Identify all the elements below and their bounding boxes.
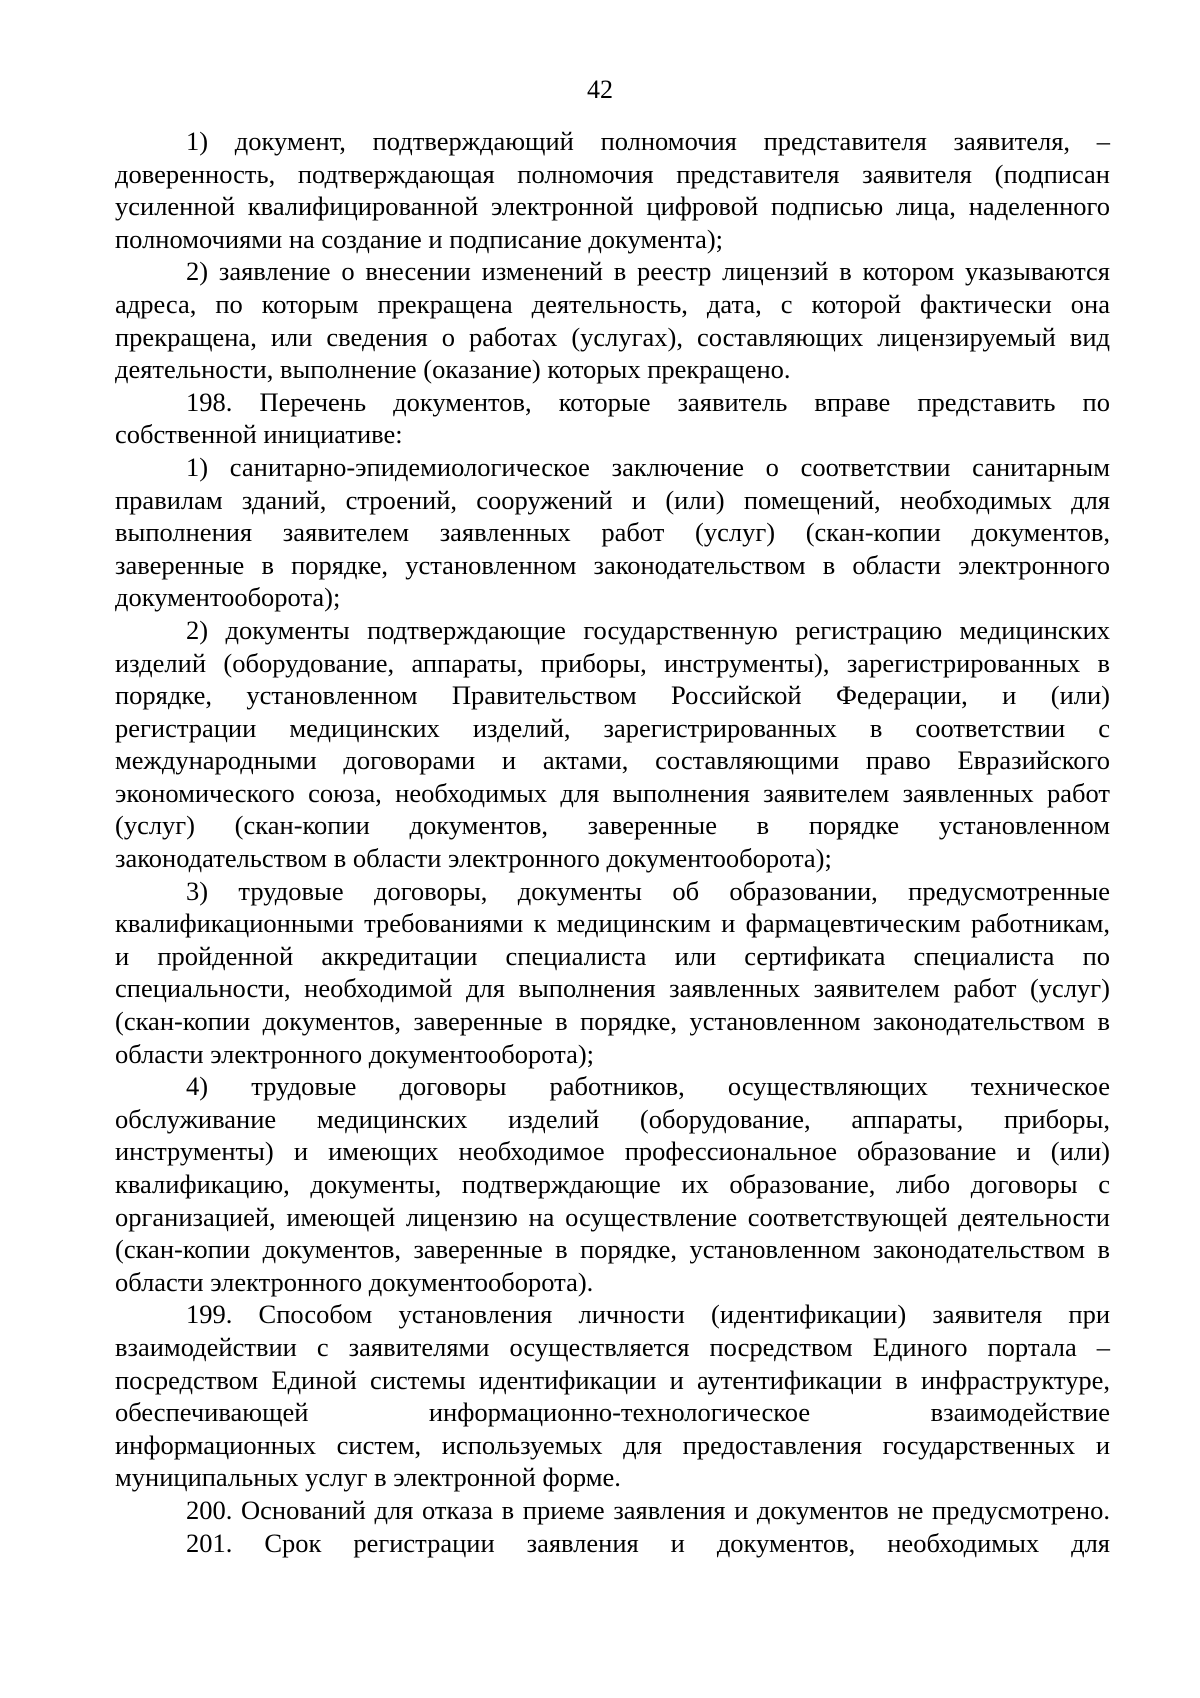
text-line: (скан-копии документов, заверенные в порядке, установленном законодательством в (115, 1006, 1110, 1037)
text-line: адреса, по которым прекращена деятельность, дата, с которой фактически она (115, 288, 1110, 319)
text-line: полномочиями на создание и подписание документа); (115, 223, 724, 254)
text-line: области электронного документооборота); (115, 1038, 595, 1069)
text-line: документооборота); (115, 582, 341, 613)
text-line: (скан-копии документов, заверенные в порядке, установленном законодательством в (115, 1234, 1110, 1265)
text-line: выполнения заявителем заявленных работ (услуг) (скан-копии документов, (115, 517, 1110, 548)
text-line: экономического союза, необходимых для выполнения заявителем заявленных работ (115, 777, 1110, 808)
text-line: законодательством в области электронного документооборота); (115, 843, 832, 874)
text-line: квалификационными требованиями к медицинским и фармацевтическим работникам, (115, 908, 1110, 939)
text-line: деятельности, выполнение (оказание) которых прекращено. (115, 354, 791, 385)
text-line: 2) документы подтверждающие государственную регистрацию медицинских (186, 614, 1110, 645)
text-line: и пройденной аккредитации специалиста или сертификата специалиста по (115, 940, 1110, 971)
text-line: информационных систем, используемых для предоставления государственных и (115, 1429, 1110, 1460)
text-line: 1) санитарно-эпидемиологическое заключение о соответствии санитарным (186, 451, 1110, 482)
text-line: 199. Способом установления личности (идентификации) заявителя при (186, 1299, 1110, 1330)
text-line: 3) трудовые договоры, документы об образовании, предусмотренные (186, 875, 1110, 906)
text-line: квалификацию, документы, подтверждающие их образование, либо договоры с (115, 1169, 1110, 1199)
text-line: взаимодействии с заявителями осуществляется посредством Единого портала – (115, 1331, 1110, 1362)
text-line: 1) документ, подтверждающий полномочия представителя заявителя, – (186, 126, 1110, 156)
document-body (115, 125, 1110, 1559)
text-line: прекращена, или сведения о работах (услугах), составляющих лицензируемый вид (115, 321, 1110, 352)
text-line: специальности, необходимой для выполнения заявленных заявителем работ (услуг) (115, 973, 1110, 1004)
text-line: 198. Перечень документов, которые заявитель вправе представить по (186, 386, 1110, 417)
text-line: области электронного документооборота). (115, 1266, 594, 1297)
text-line: посредством Единой системы идентификации и аутентификации в инфраструктуре, (115, 1364, 1110, 1395)
text-line: собственной инициативе: (115, 419, 403, 450)
text-line: обеспечивающей информационно-технологическое взаимодействие (115, 1397, 1110, 1428)
text-line: 2) заявление о внесении изменений в реестр лицензий в котором указываются (186, 256, 1110, 287)
text-line: изделий (оборудование, аппараты, приборы, инструменты), зарегистрированных в (115, 647, 1110, 678)
text-line: 4) трудовые договоры работников, осуществляющих техническое (186, 1071, 1110, 1102)
text-line: международными договорами и актами, составляющими право Евразийского (115, 745, 1110, 776)
text-line: (услуг) (скан-копии документов, заверенные в порядке установленном (115, 810, 1110, 841)
text-line: инструменты) и имеющих необходимое профессиональное образование и (или) (115, 1136, 1110, 1167)
text-line: усиленной квалифицированной электронной цифровой подписью лица, наделенного (115, 191, 1110, 222)
text-line: доверенность, подтверждающая полномочия представителя заявителя (подписан (115, 158, 1110, 189)
text-line: порядке, установленном Правительством Российской Федерации, и (или) (115, 680, 1110, 711)
text-line: муниципальных услуг в электронной форме. (115, 1462, 621, 1493)
text-line: 201. Срок регистрации заявления и документов, необходимых для (186, 1527, 1110, 1558)
text-line: регистрации медицинских изделий, зарегистрированных в соответствии с (115, 712, 1110, 743)
text-line: организацией, имеющей лицензию на осуществление соответствующей деятельности (115, 1201, 1110, 1232)
page-number: 42 (587, 75, 613, 104)
text-line: обслуживание медицинских изделий (оборудование, аппараты, приборы, (115, 1103, 1110, 1134)
text-line: правилам зданий, строений, сооружений и (или) помещений, необходимых для (115, 484, 1110, 515)
text-line: 200. Оснований для отказа в приеме заявления и документов не предусмотрено. (186, 1494, 1110, 1525)
text-line: заверенные в порядке, установленном законодательством в области электронного (115, 549, 1110, 580)
